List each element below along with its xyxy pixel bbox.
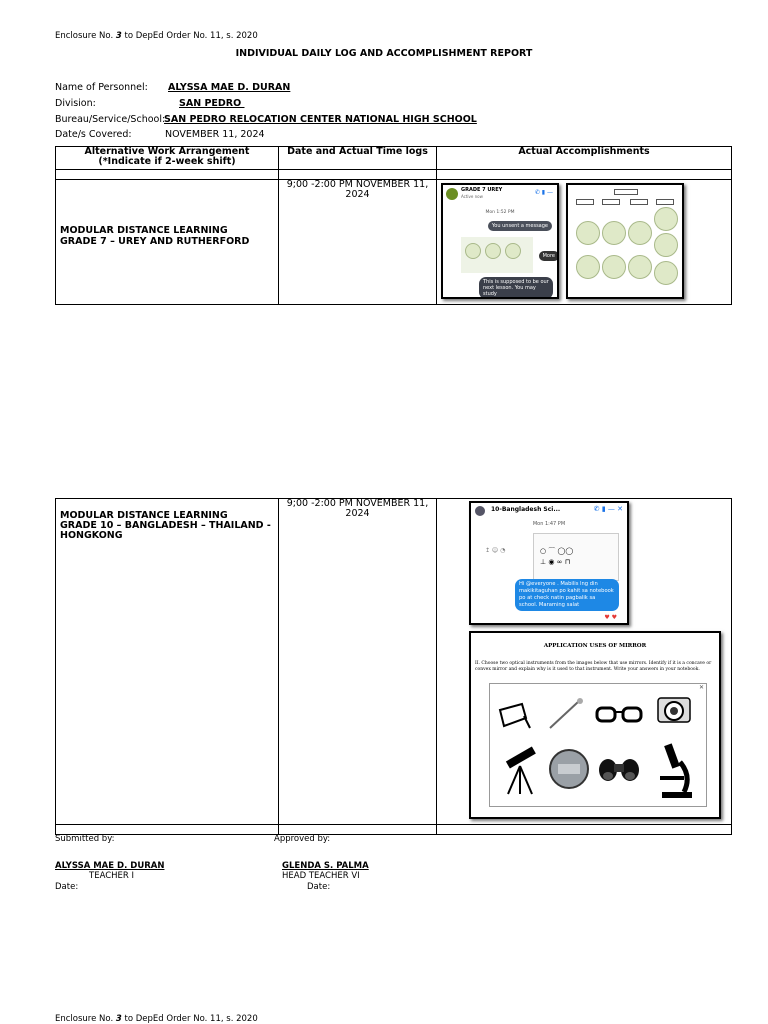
- arrangement-cell: MODULAR DISTANCE LEARNING GRADE 7 – UREY AND RUTHERFORD: [60, 225, 250, 247]
- call-icon: ✆ ▮ — ✕: [593, 505, 623, 513]
- name-value: ALYSSA MAE D. DURAN: [168, 82, 291, 93]
- group-avatar: [446, 188, 458, 200]
- header-time: Date and Actual Time logs: [279, 147, 437, 170]
- approved-by-label: Approved by:: [274, 834, 331, 844]
- header-accomplishments: Actual Accomplishments: [437, 147, 732, 170]
- bureau-label: Bureau/Service/School:: [55, 114, 166, 125]
- cell-division-diagram: [566, 183, 684, 299]
- eyeglasses-icon: [594, 704, 644, 726]
- telescope-icon: [500, 746, 540, 796]
- close-icon: ✕: [698, 684, 704, 691]
- camera-icon: [656, 690, 692, 726]
- side-mirror-icon: [496, 700, 532, 732]
- instrument-images: [489, 683, 707, 807]
- group-avatar: [475, 506, 485, 516]
- worksheet-preview: ○ ⌒ ◯◯ ⊥ ◉ ∞ ⊓: [533, 533, 619, 581]
- microscope-icon: [654, 740, 698, 800]
- lesson-preview: [461, 237, 533, 273]
- arrangement-cell: MODULAR DISTANCE LEARNING GRADE 10 – BANGLADESH – THAILAND - HONGKONG: [60, 510, 271, 541]
- submitter-name: ALYSSA MAE D. DURAN: [55, 861, 165, 871]
- bureau-value: SAN PEDRO RELOCATION CENTER NATIONAL HIGH SCHOOL: [164, 114, 477, 125]
- convex-mirror-icon: [548, 748, 590, 790]
- worksheet-mirror: APPLICATION USES OF MIRROR II. Choose two optical instruments from the images below that use mirrors. Identify if it is a concave or convex mirror and explain why is it used to that instrument. Write your answers in your notebook. ✕: [469, 631, 721, 819]
- chat-screenshot-grade10: 10-Bangladesh Sci... ✆ ▮ — ✕ Mon 1:47 PM ○ ⌒ ◯◯ ⊥ ◉ ∞ ⊓ ↥ ☺ ◔ Hi @everyone . Mabilis lng din makikitaguhan po kahit sa notebook po at check natin pagbalik sa school. Maraming salat ♥ ♥: [469, 501, 629, 625]
- approver-title: HEAD TEACHER VI: [282, 871, 360, 881]
- binoculars-icon: [598, 754, 640, 784]
- date-value: NOVEMBER 11, 2024: [165, 129, 265, 140]
- name-label: Name of Personnel:: [55, 82, 148, 93]
- approver-date-label: Date:: [307, 882, 331, 892]
- heart-icon: ♥ ♥: [604, 614, 617, 621]
- report-title: INDIVIDUAL DAILY LOG AND ACCOMPLISHMENT REPORT: [235, 48, 533, 59]
- division-label: Division:: [55, 98, 96, 109]
- time-log-cell: 9;00 -2:00 PM NOVEMBER 11, 2024: [286, 179, 429, 200]
- division-value: SAN PEDRO: [179, 98, 245, 109]
- dental-mirror-icon: [546, 696, 586, 732]
- call-icon: ✆ ▮ —: [534, 189, 553, 196]
- enclosure-note-footer: Enclosure No. 3 to DepEd Order No. 11, s. 2020: [55, 1014, 258, 1024]
- submitted-by-label: Submitted by:: [55, 834, 115, 844]
- submitter-title: TEACHER I: [89, 871, 135, 881]
- submitter-date-label: Date:: [55, 882, 79, 892]
- reaction-icons: ↥ ☺ ◔: [485, 547, 506, 554]
- header-arrangement: Alternative Work Arrangement (*Indicate if 2-week shift): [56, 147, 279, 170]
- approver-name: GLENDA S. PALMA: [282, 861, 369, 871]
- enclosure-note: Enclosure No. 3 to DepEd Order No. 11, s. 2020: [55, 31, 258, 41]
- date-label: Date/s Covered:: [55, 129, 132, 140]
- time-log-cell: 9;00 -2:00 PM NOVEMBER 11, 2024: [286, 498, 429, 519]
- chat-screenshot-grade7: GRADE 7 UREY Active now ✆ ▮ — Mon 1:52 PM You unsent a message More This is supposed to be our next lesson. You may study: [441, 183, 559, 299]
